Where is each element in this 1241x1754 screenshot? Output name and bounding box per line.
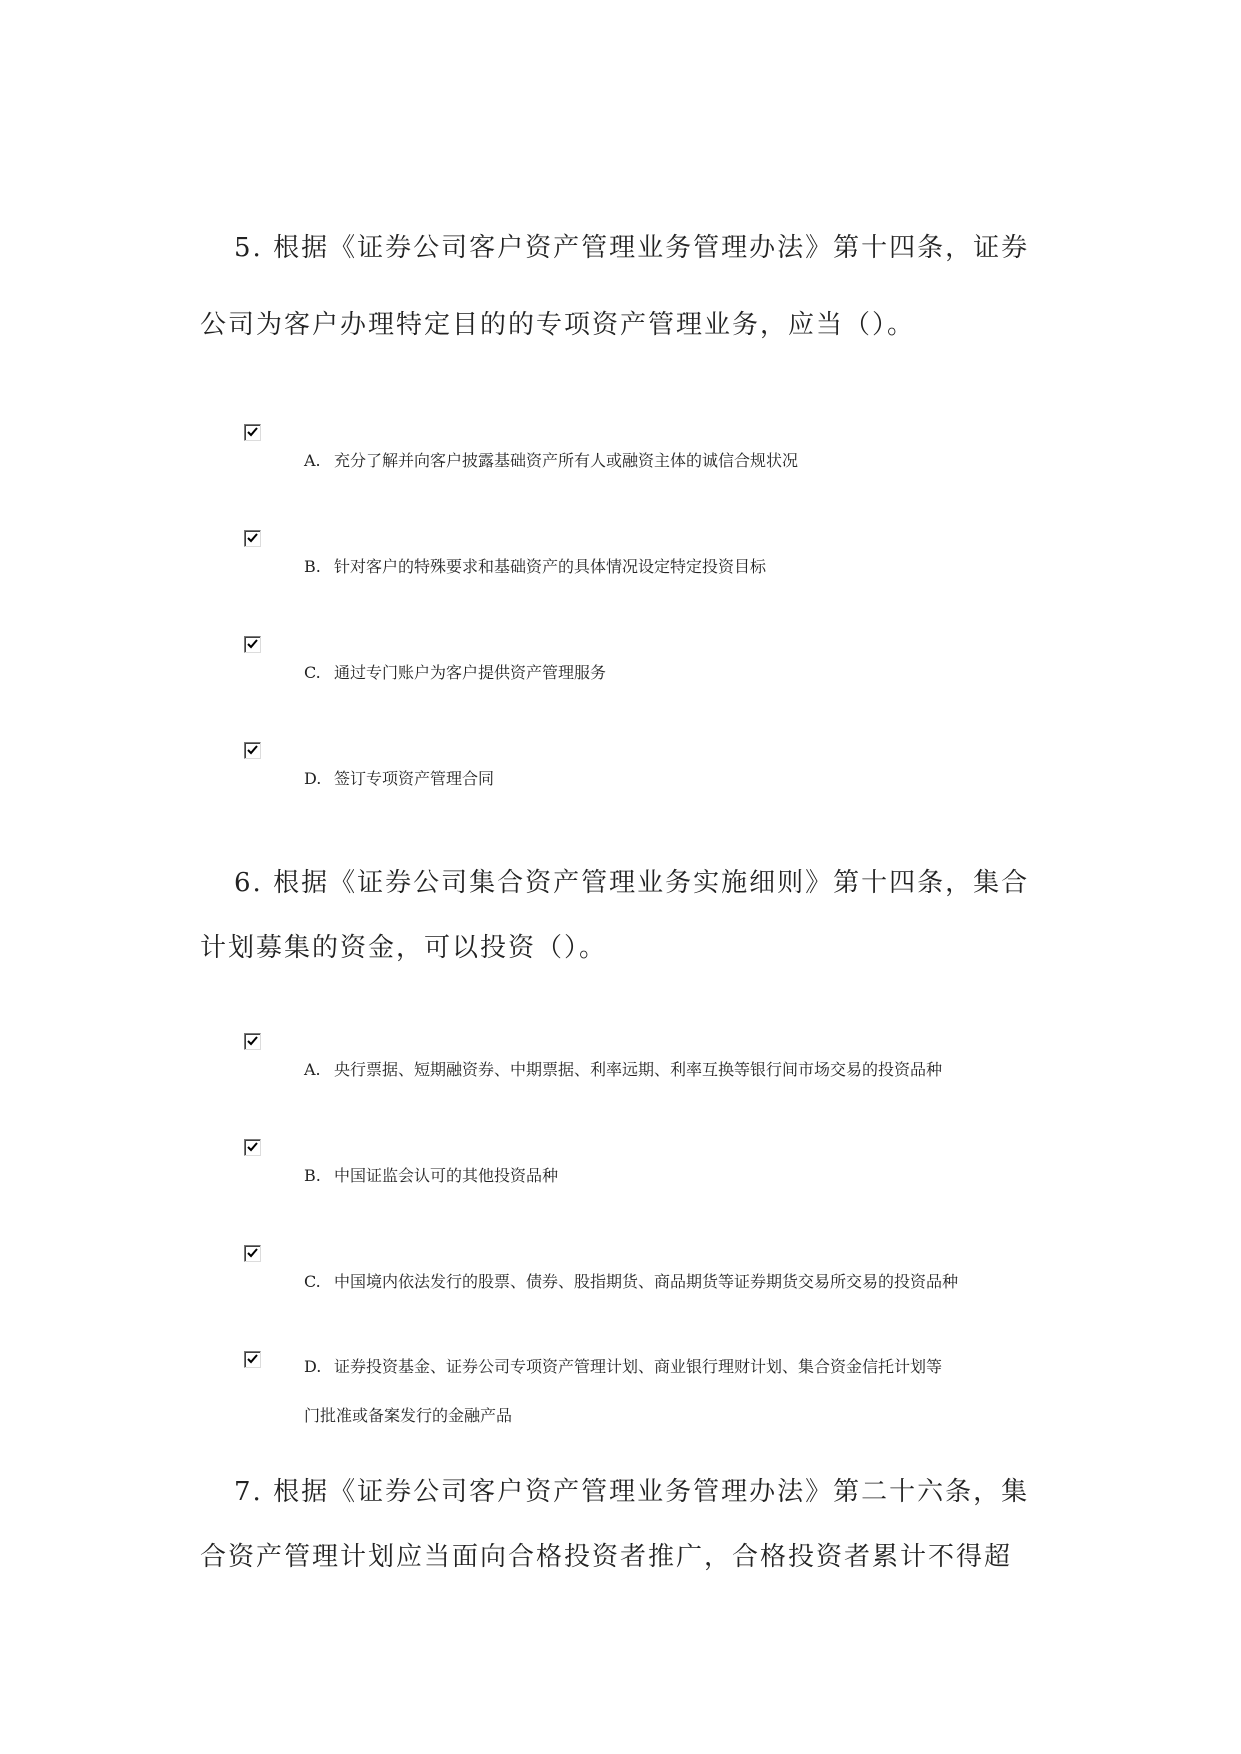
option-text: 针对客户的特殊要求和基础资产的具体情况设定特定投资目标	[334, 557, 767, 576]
option-text: 中国证监会认可的其他投资品种	[334, 1166, 559, 1185]
question-5-option-b	[304, 556, 766, 578]
checkmark-icon	[247, 1354, 258, 1365]
question-6-option-a-checkbox[interactable]	[244, 1033, 261, 1050]
option-text: 中国境内依法发行的股票、债券、股指期货、商品期货等证券期货交易所交易的投资品种	[334, 1272, 959, 1291]
question-5-option-c	[304, 662, 606, 684]
checkmark-icon	[247, 1248, 258, 1259]
question-6-option-b	[304, 1165, 558, 1187]
option-letter: D.	[304, 769, 322, 788]
option-text: 央行票据、短期融资券、中期票据、利率远期、利率互换等银行间市场交易的投资品种	[334, 1060, 943, 1079]
checkmark-icon	[247, 427, 258, 438]
option-letter: D.	[304, 1357, 322, 1376]
option-letter: A.	[304, 451, 321, 470]
question-6-option-b-checkbox[interactable]	[244, 1139, 261, 1156]
question-6-line-2: 计划募集的资金，可以投资（）。	[200, 933, 608, 963]
option-letter: C.	[304, 663, 321, 682]
checkmark-icon	[247, 639, 258, 650]
checkmark-icon	[247, 745, 258, 756]
question-5-option-a-checkbox[interactable]	[244, 424, 261, 441]
question-5-option-b-checkbox[interactable]	[244, 530, 261, 547]
question-5-option-c-checkbox[interactable]	[244, 636, 261, 653]
question-7-line-1: 7. 根据《证券公司客户资产管理业务管理办法》第二十六条，集	[234, 1477, 1030, 1507]
question-6-option-d	[304, 1356, 942, 1378]
question-5-line-1: 5. 根据《证券公司客户资产管理业务管理办法》第十四条，证券	[234, 233, 1030, 263]
question-6-option-d-checkbox[interactable]	[244, 1351, 261, 1368]
checkmark-icon	[247, 1142, 258, 1153]
question-5-option-d	[304, 768, 494, 790]
question-6-option-c	[304, 1271, 958, 1293]
option-letter: C.	[304, 1272, 321, 1291]
question-6-line-1: 6. 根据《证券公司集合资产管理业务实施细则》第十四条，集合	[234, 868, 1030, 898]
option-letter: B.	[304, 557, 321, 576]
question-6-option-c-checkbox[interactable]	[244, 1245, 261, 1262]
option-text: 签订专项资产管理合同	[334, 769, 495, 788]
question-5-line-2: 公司为客户办理特定目的的专项资产管理业务，应当（）。	[200, 310, 916, 340]
question-5-option-d-checkbox[interactable]	[244, 742, 261, 759]
option-letter: A.	[304, 1060, 321, 1079]
question-6-option-a	[304, 1059, 942, 1081]
question-5-option-a	[304, 450, 798, 472]
option-letter: B.	[304, 1166, 321, 1185]
checkmark-icon	[247, 533, 258, 544]
option-text: 通过专门账户为客户提供资产管理服务	[334, 663, 607, 682]
question-7-line-2: 合资产管理计划应当面向合格投资者推广，合格投资者累计不得超	[200, 1542, 1013, 1572]
checkmark-icon	[247, 1036, 258, 1047]
question-6-option-d-continuation: 门批准或备案发行的金融产品	[304, 1406, 513, 1425]
option-text: 证券投资基金、证券公司专项资产管理计划、商业银行理财计划、集合资金信托计划等	[334, 1357, 943, 1376]
option-text: 充分了解并向客户披露基础资产所有人或融资主体的诚信合规状况	[334, 451, 799, 470]
